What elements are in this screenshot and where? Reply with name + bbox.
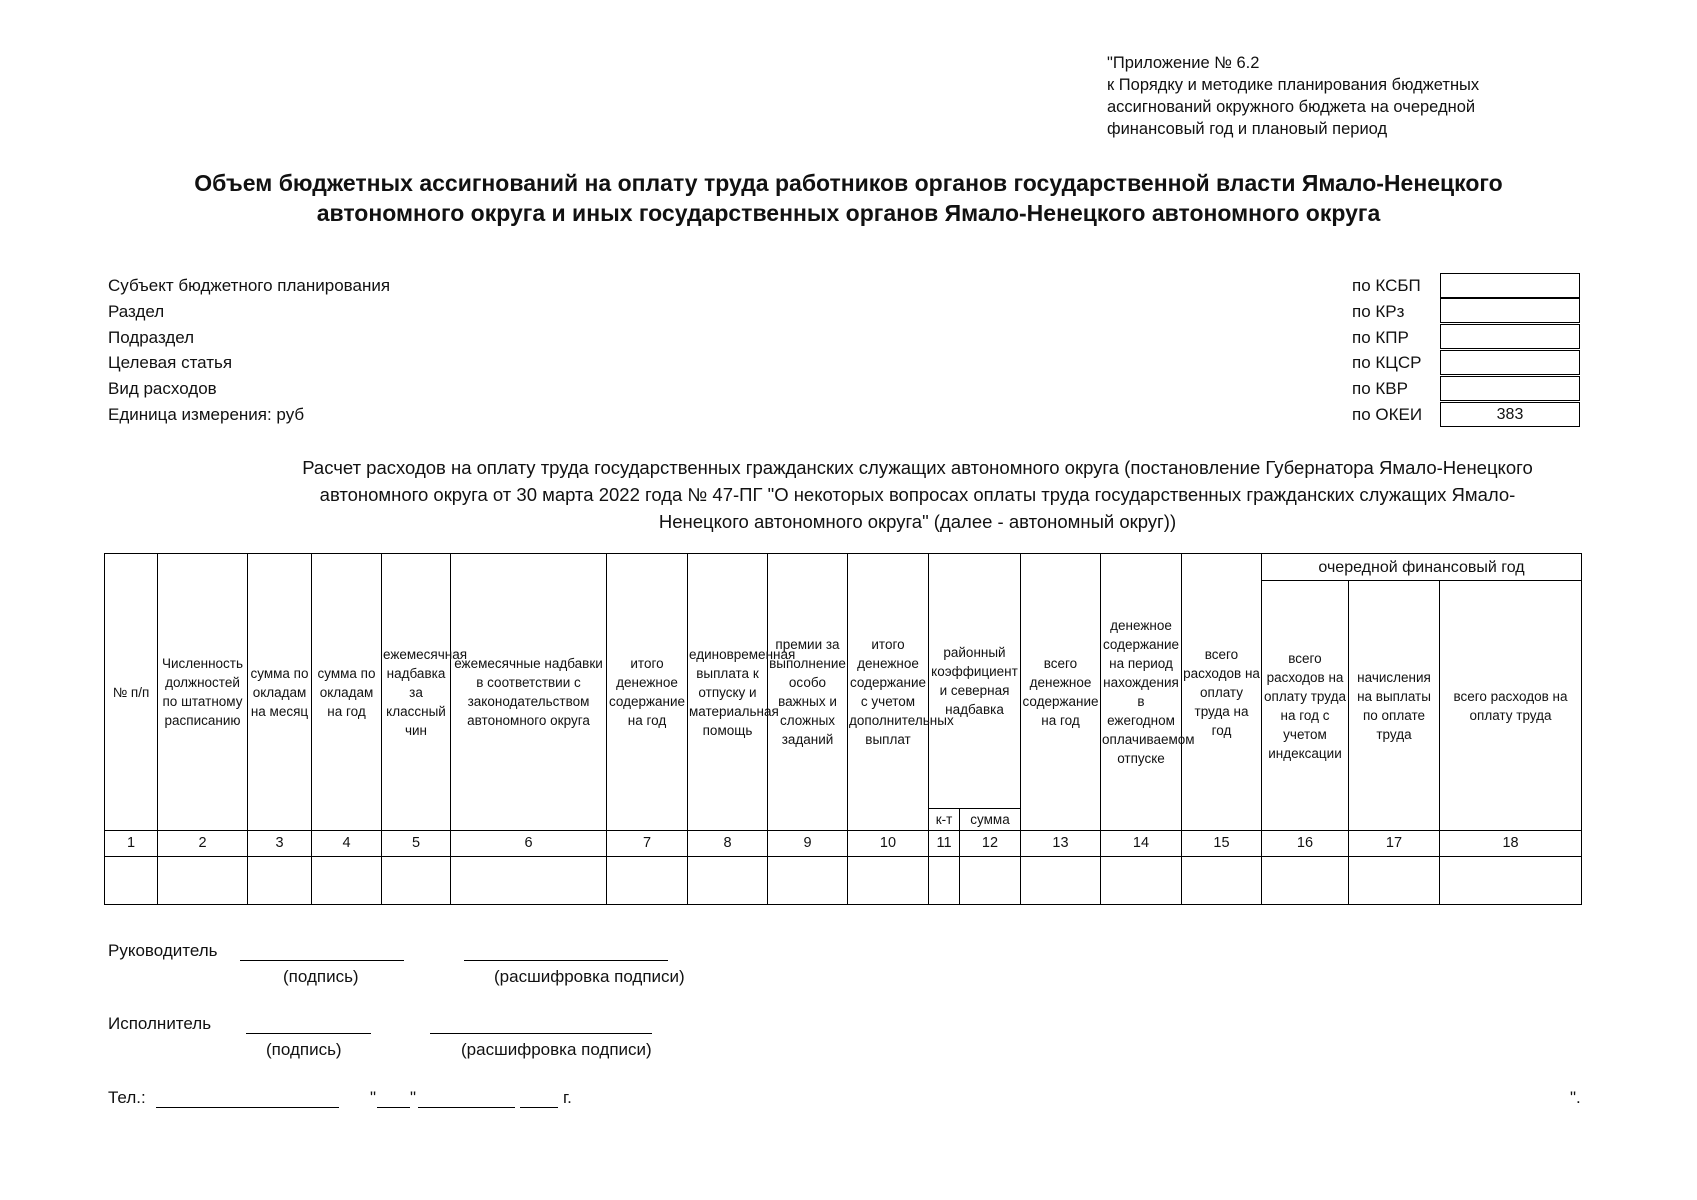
col-number: 12: [960, 831, 1021, 857]
table-cell[interactable]: [382, 857, 451, 905]
table-cell[interactable]: [312, 857, 382, 905]
field-label-krz: Раздел: [108, 302, 165, 321]
code-box-kvr[interactable]: [1440, 376, 1580, 401]
code-box-ksbp[interactable]: [1440, 273, 1580, 298]
header-c6: ежемесячные надбавки в соответствии с законодательством автономного округа: [451, 554, 607, 831]
date-month-line[interactable]: [418, 1107, 515, 1108]
code-label-kvr: по КВР: [1352, 379, 1408, 398]
col-number: 8: [688, 831, 768, 857]
calc-line-1: Расчет расходов на оплату труда государственных гражданских служащих автономного округа (постановление Губернатора Ямало-Ненецкого: [302, 457, 1533, 478]
appendix-line-3: ассигнований окружного бюджета на очередной: [1107, 98, 1476, 116]
executor-label: Исполнитель: [108, 1014, 212, 1033]
field-label-kvr: Вид расходов: [108, 379, 217, 398]
col-number: 11: [929, 831, 960, 857]
table-row: [105, 857, 1582, 905]
executor-signature-line[interactable]: [246, 1033, 371, 1034]
table-cell[interactable]: [688, 857, 768, 905]
col-number: 16: [1262, 831, 1349, 857]
table-cell[interactable]: [1182, 857, 1262, 905]
date-quote-close: ": [410, 1088, 417, 1107]
col-number: 6: [451, 831, 607, 857]
table-cell[interactable]: [848, 857, 929, 905]
table-cell[interactable]: [960, 857, 1021, 905]
head-signature-line[interactable]: [240, 960, 404, 961]
table-cell[interactable]: [158, 857, 248, 905]
code-box-krz[interactable]: [1440, 298, 1580, 323]
tel-line[interactable]: [156, 1107, 339, 1108]
header-c11-12: районный коэффициент и северная надбавка: [929, 554, 1021, 809]
header-c1: № п/п: [105, 554, 158, 831]
code-box-okei[interactable]: 383: [1440, 402, 1580, 427]
header-c17: начисления на выплаты по оплате труда: [1349, 581, 1440, 831]
table-cell[interactable]: [1101, 857, 1182, 905]
head-label: Руководитель: [108, 941, 218, 960]
col-number: 10: [848, 831, 929, 857]
title-line-1: Объем бюджетных ассигнований на оплату труда работников органов государственной власти Ямало-Ненецкого: [194, 170, 1503, 196]
date-year-line[interactable]: [520, 1107, 558, 1108]
header-c18: всего расходов на оплату труда: [1440, 581, 1582, 831]
col-number: 5: [382, 831, 451, 857]
col-number: 13: [1021, 831, 1101, 857]
header-c16-18: очередной финансовый год: [1262, 554, 1582, 581]
table-cell[interactable]: [1349, 857, 1440, 905]
head-sign-caption: (подпись): [283, 967, 359, 986]
closing-mark: ".: [1570, 1088, 1581, 1107]
header-c10: итого денежное содержание с учетом дополнительных выплат: [848, 554, 929, 831]
code-label-kcsr: по КЦСР: [1352, 353, 1422, 372]
field-label-ksbp: Субъект бюджетного планирования: [108, 276, 391, 295]
head-decode-caption: (расшифровка подписи): [494, 967, 685, 986]
col-number: 14: [1101, 831, 1182, 857]
salary-calculation-table: [104, 553, 1582, 905]
table-cell[interactable]: [1262, 857, 1349, 905]
date-day-line[interactable]: [377, 1107, 410, 1108]
appendix-line-1: "Приложение № 6.2: [1107, 54, 1260, 72]
header-c7: итого денежное содержание на год: [607, 554, 688, 831]
col-number: 9: [768, 831, 848, 857]
column-numbers-row: [105, 831, 1582, 857]
table-cell[interactable]: [451, 857, 607, 905]
header-c12: сумма: [960, 809, 1021, 831]
table-cell[interactable]: [929, 857, 960, 905]
table-cell[interactable]: [105, 857, 158, 905]
field-label-kcsr: Целевая статья: [108, 353, 233, 372]
document-title: [60, 168, 1637, 228]
col-number: 15: [1182, 831, 1262, 857]
code-label-okei: по ОКЕИ: [1352, 405, 1423, 424]
header-c14: денежное содержание на период нахождения в ежегодном оплачиваемом отпуске: [1101, 554, 1182, 831]
code-box-kpr[interactable]: [1440, 324, 1580, 349]
col-number: 7: [607, 831, 688, 857]
table-cell[interactable]: [607, 857, 688, 905]
appendix-note: [1107, 52, 1479, 140]
header-c5: ежемесячная надбавка за классный чин: [382, 554, 451, 831]
header-c15: всего расходов на оплату труда на год: [1182, 554, 1262, 831]
executor-sign-caption: (подпись): [266, 1040, 342, 1059]
table-cell[interactable]: [1021, 857, 1101, 905]
title-line-2: автономного округа и иных государственных органов Ямало-Ненецкого автономного округа: [316, 200, 1381, 226]
year-suffix: г.: [563, 1088, 572, 1107]
header-c16: всего расходов на оплату труда на год с учетом индексации: [1262, 581, 1349, 831]
table-cell[interactable]: [248, 857, 312, 905]
col-number: 2: [158, 831, 248, 857]
header-c11: к-т: [929, 809, 960, 831]
executor-decode-caption: (расшифровка подписи): [461, 1040, 652, 1059]
field-label-unit: Единица измерения: руб: [108, 405, 305, 424]
header-c9: премии за выполнение особо важных и сложных заданий: [768, 554, 848, 831]
header-c3: сумма по окладам на месяц: [248, 554, 312, 831]
executor-decode-line[interactable]: [430, 1033, 652, 1034]
header-c4: сумма по окладам на год: [312, 554, 382, 831]
date-quote-open: ": [370, 1088, 377, 1107]
header-c2: Численность должностей по штатному расписанию: [158, 554, 248, 831]
col-number: 3: [248, 831, 312, 857]
code-label-ksbp: по КСБП: [1352, 276, 1421, 295]
calculation-title: [250, 454, 1585, 535]
field-label-kpr: Подраздел: [108, 328, 195, 347]
calc-line-3: Ненецкого автономного округа" (далее - автономный округ)): [658, 511, 1177, 532]
code-box-kcsr[interactable]: [1440, 350, 1580, 375]
table-cell[interactable]: [1440, 857, 1582, 905]
head-decode-line[interactable]: [464, 960, 668, 961]
col-number: 18: [1440, 831, 1582, 857]
appendix-line-2: к Порядку и методике планирования бюджетных: [1107, 76, 1480, 94]
code-label-krz: по КРз: [1352, 302, 1405, 321]
col-number: 17: [1349, 831, 1440, 857]
col-number: 1: [105, 831, 158, 857]
calc-line-2: автономного округа от 30 марта 2022 года № 47-ПГ "О некоторых вопросах оплаты труда государственных гражданских служащих Ямало-: [319, 484, 1516, 505]
tel-label: Тел.:: [108, 1088, 146, 1107]
code-label-kpr: по КПР: [1352, 328, 1409, 347]
header-c8: единовременная выплата к отпуску и материальная помощь: [688, 554, 768, 831]
col-number: 4: [312, 831, 382, 857]
table-cell[interactable]: [768, 857, 848, 905]
appendix-line-4: финансовый год и плановый период: [1107, 120, 1388, 138]
header-c13: всего денежное содержание на год: [1021, 554, 1101, 831]
